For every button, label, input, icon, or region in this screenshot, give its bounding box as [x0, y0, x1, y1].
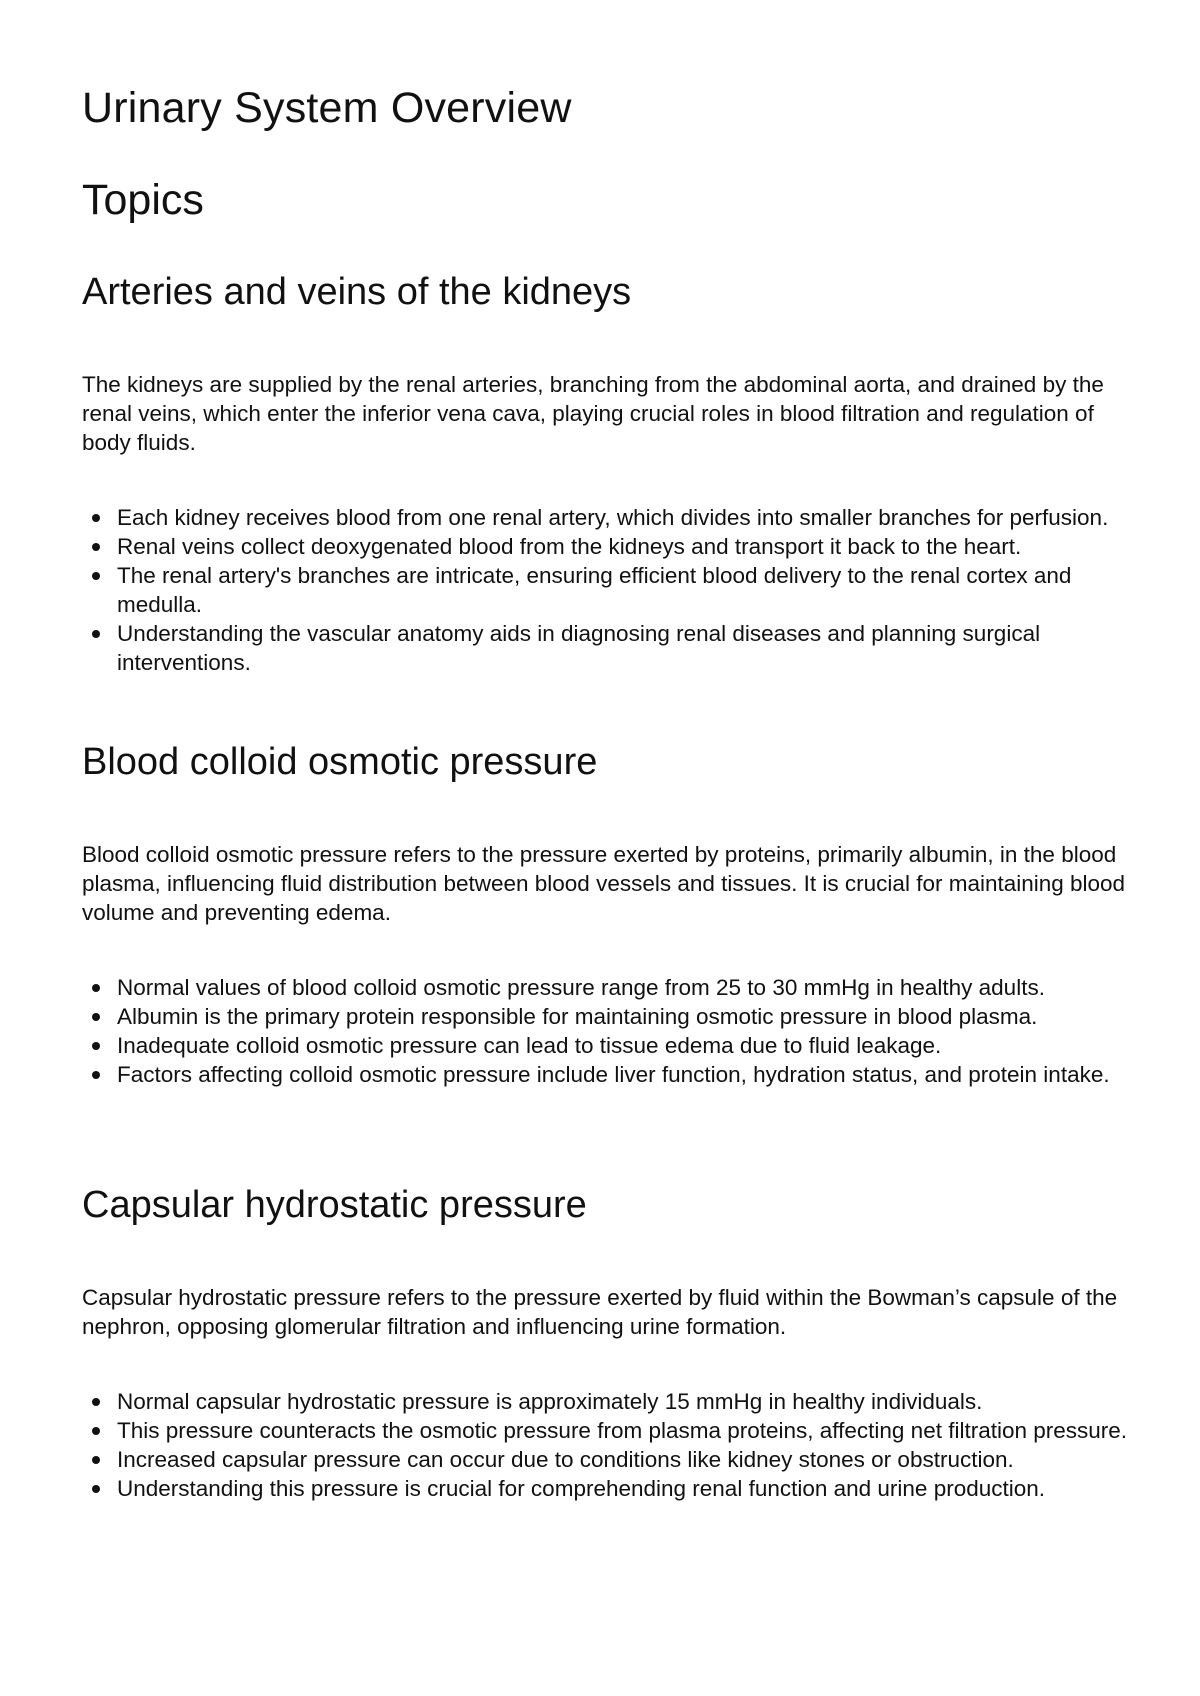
bullet-icon: [92, 572, 100, 580]
list-item: [117, 1474, 1132, 1503]
section-capsular-hydrostatic: [82, 1183, 1132, 1503]
list-item-text: Inadequate colloid osmotic pressure can lead to tissue edema due to fluid leakage.: [117, 1032, 942, 1058]
bullet-icon: [92, 1456, 100, 1464]
bullet-list: [82, 503, 1132, 677]
section-heading: Blood colloid osmotic pressure: [82, 741, 598, 783]
list-item: [117, 619, 1132, 677]
list-item-text: Understanding the vascular anatomy aids in diagnosing renal diseases and planning surgical interventions.: [117, 620, 1041, 675]
section-arteries-veins: [82, 270, 1132, 677]
section-intro: Capsular hydrostatic pressure refers to the pressure exerted by fluid within the Bowman’s capsule of the nephron, opposing glomerular filtration and influencing urine formation.: [82, 1284, 1118, 1339]
bullet-list: [82, 973, 1132, 1089]
page-title: Urinary System Overview: [82, 84, 572, 132]
section-intro: Blood colloid osmotic pressure refers to the pressure exerted by proteins, primarily albumin, in the blood plasma, influencing fluid distribution between blood vessels and tissues. It is crucial for maintaining blood volume and preventing edema.: [82, 841, 1126, 925]
section-colloid-osmotic: [82, 740, 1132, 1089]
list-item: [117, 1445, 1132, 1474]
section-heading: Capsular hydrostatic pressure: [82, 1184, 587, 1226]
bullet-icon: [92, 1398, 100, 1406]
list-item: [117, 1416, 1132, 1445]
list-item: [117, 973, 1132, 1002]
section-heading: Arteries and veins of the kidneys: [82, 271, 632, 313]
list-item: [117, 1387, 1132, 1416]
list-item: [117, 1002, 1132, 1031]
bullet-icon: [92, 1485, 100, 1493]
list-item-text: Understanding this pressure is crucial for comprehending renal function and urine production.: [117, 1475, 1046, 1501]
bullet-icon: [92, 514, 100, 522]
list-item-text: Renal veins collect deoxygenated blood from the kidneys and transport it back to the heart.: [117, 533, 1022, 559]
list-item: [117, 1031, 1132, 1060]
list-item: [117, 532, 1132, 561]
list-item-text: Albumin is the primary protein responsible for maintaining osmotic pressure in blood plasma.: [117, 1003, 1038, 1029]
bullet-list: [82, 1387, 1132, 1503]
list-item-text: Normal capsular hydrostatic pressure is approximately 15 mmHg in healthy individuals.: [117, 1388, 983, 1414]
list-item-text: This pressure counteracts the osmotic pressure from plasma proteins, affecting net filtration pressure.: [117, 1417, 1128, 1443]
bullet-icon: [92, 630, 100, 638]
topics-heading: Topics: [82, 176, 204, 224]
list-item: [117, 1060, 1132, 1089]
bullet-icon: [92, 543, 100, 551]
section-intro: The kidneys are supplied by the renal arteries, branching from the abdominal aorta, and drained by the renal veins, which enter the inferior vena cava, playing crucial roles in blood filtration and regulation of body fluids.: [82, 371, 1104, 455]
list-item-text: Increased capsular pressure can occur due to conditions like kidney stones or obstruction.: [117, 1446, 1014, 1472]
list-item-text: Normal values of blood colloid osmotic pressure range from 25 to 30 mmHg in healthy adults.: [117, 974, 1045, 1000]
list-item: [117, 561, 1132, 619]
bullet-icon: [92, 1042, 100, 1050]
bullet-icon: [92, 1013, 100, 1021]
list-item: [117, 503, 1132, 532]
bullet-icon: [92, 1071, 100, 1079]
list-item-text: The renal artery's branches are intricate, ensuring efficient blood delivery to the renal cortex and medulla.: [117, 562, 1072, 617]
list-item-text: Factors affecting colloid osmotic pressure include liver function, hydration status, and protein intake.: [117, 1061, 1110, 1087]
bullet-icon: [92, 1427, 100, 1435]
bullet-icon: [92, 984, 100, 992]
list-item-text: Each kidney receives blood from one renal artery, which divides into smaller branches for perfusion.: [117, 504, 1109, 530]
